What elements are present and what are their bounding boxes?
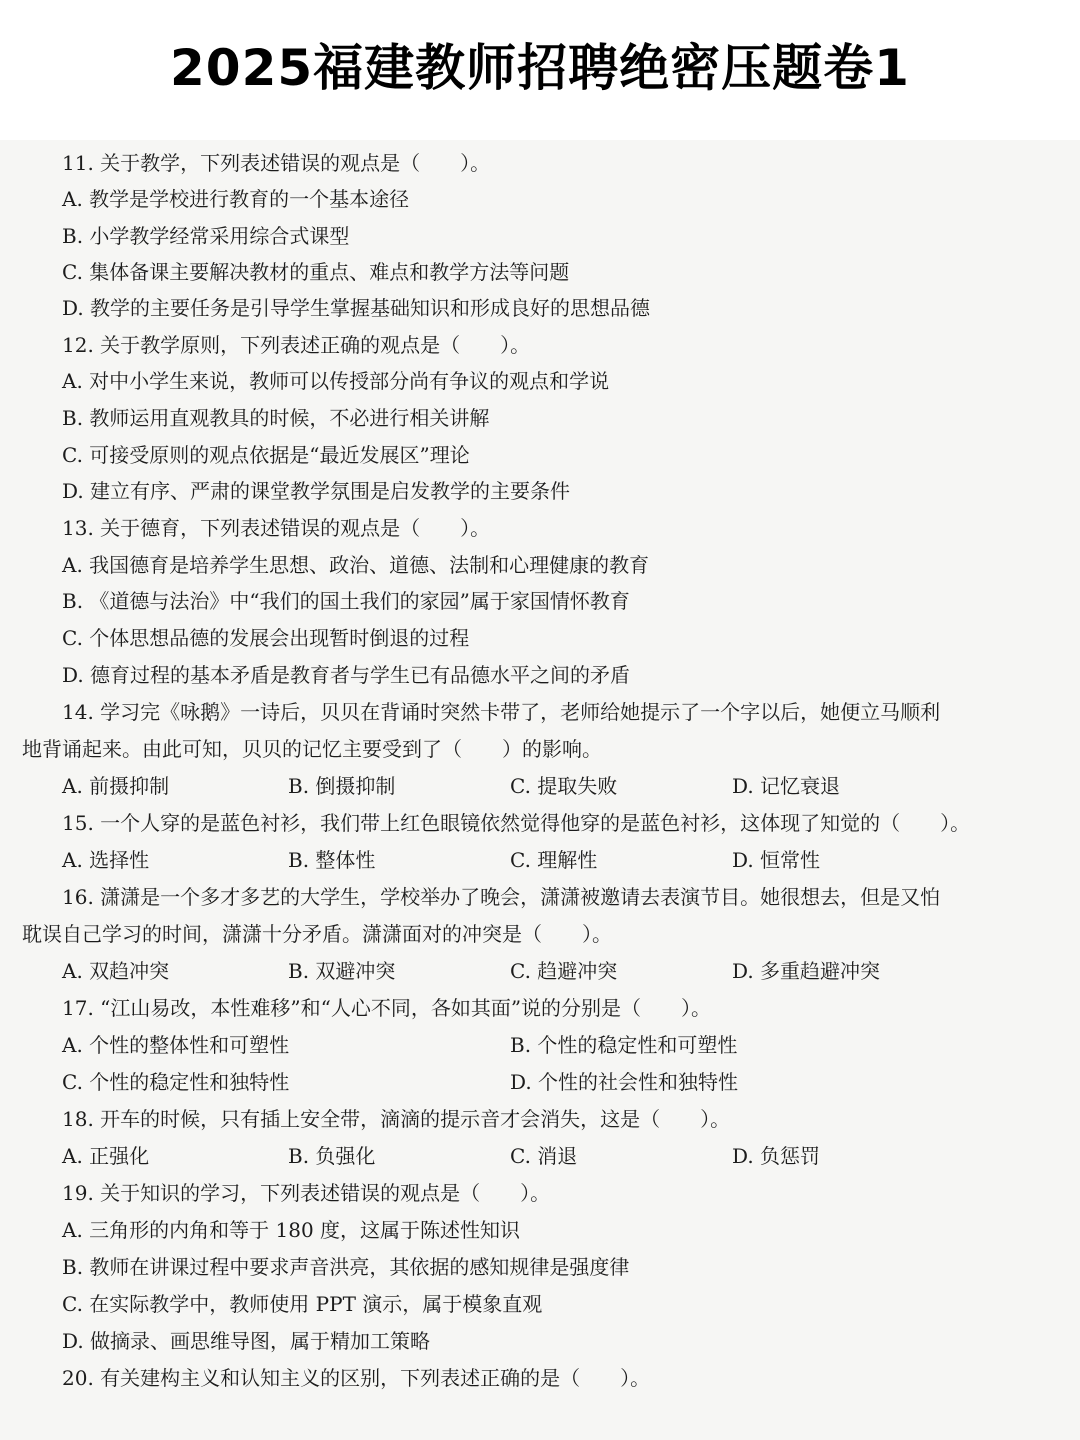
question-15-stem: 15. 一个人穿的是蓝色衬衫，我们带上红色眼镜依然觉得他穿的是蓝色衬衫，这体现了知觉的（ ）。	[62, 811, 971, 835]
question-17-stem: 17. “江山易改，本性难移”和“人心不同，各如其面”说的分别是（ ）。	[62, 996, 712, 1020]
question-14-stem-line2: 地背诵起来。由此可知，贝贝的记忆主要受到了（ ）的影响。	[22, 737, 602, 761]
question-19-option-b: B. 教师在讲课过程中要求声音洪亮，其依据的感知规律是强度律	[62, 1255, 630, 1279]
question-19-option-d: D. 做摘录、画思维导图，属于精加工策略	[62, 1329, 431, 1353]
question-17-option-b: B. 个性的稳定性和可塑性	[510, 1033, 738, 1057]
question-16-option-a: A. 双趋冲突	[62, 959, 170, 983]
question-13-option-d: D. 德育过程的基本矛盾是教育者与学生已有品德水平之间的矛盾	[62, 663, 631, 687]
question-11-option-b: B. 小学教学经常采用综合式课型	[62, 224, 350, 248]
question-19-option-c: C. 在实际教学中，教师使用 PPT 演示，属于模象直观	[62, 1292, 543, 1316]
question-14-option-d: D. 记忆衰退	[732, 774, 841, 798]
question-17-option-d: D. 个性的社会性和独特性	[510, 1070, 739, 1094]
question-18-option-b: B. 负强化	[288, 1144, 376, 1168]
question-18-option-d: D. 负惩罚	[732, 1144, 821, 1168]
question-12-stem: 12. 关于教学原则，下列表述正确的观点是（ ）。	[62, 333, 531, 357]
question-18-option-c: C. 消退	[510, 1144, 578, 1168]
question-16-stem-line2: 耽误自己学习的时间，潇潇十分矛盾。潇潇面对的冲突是（ ）。	[22, 922, 612, 946]
question-12-option-c: C. 可接受原则的观点依据是“最近发展区”理论	[62, 443, 470, 467]
question-14-stem-line1: 14. 学习完《咏鹅》一诗后，贝贝在背诵时突然卡带了，老师给她提示了一个字以后，她便立马顺利	[62, 700, 941, 724]
question-15-option-c: C. 理解性	[510, 848, 598, 872]
question-13-option-c: C. 个体思想品德的发展会出现暂时倒退的过程	[62, 626, 470, 650]
question-13-option-a: A. 我国德育是培养学生思想、政治、道德、法制和心理健康的教育	[62, 553, 650, 577]
question-11-stem: 11. 关于教学，下列表述错误的观点是（ ）。	[62, 151, 491, 175]
question-15-option-b: B. 整体性	[288, 848, 376, 872]
question-13-option-b: B. 《道德与法治》中“我们的国土我们的家园”属于家国情怀教育	[62, 589, 630, 613]
question-15-option-a: A. 选择性	[62, 848, 150, 872]
question-11-option-d: D. 教学的主要任务是引导学生掌握基础知识和形成良好的思想品德	[62, 296, 651, 320]
question-14-option-b: B. 倒摄抑制	[288, 774, 396, 798]
question-16-option-d: D. 多重趋避冲突	[732, 959, 881, 983]
title-band	[0, 0, 1080, 140]
question-14-option-a: A. 前摄抑制	[62, 774, 170, 798]
question-17-option-c: C. 个性的稳定性和独特性	[62, 1070, 290, 1094]
question-19-option-a: A. 三角形的内角和等于 180 度，这属于陈述性知识	[62, 1218, 521, 1242]
question-18-option-a: A. 正强化	[62, 1144, 150, 1168]
question-13-stem: 13. 关于德育，下列表述错误的观点是（ ）。	[62, 516, 491, 540]
question-18-stem: 18. 开车的时候，只有插上安全带，滴滴的提示音才会消失，这是（ ）。	[62, 1107, 731, 1131]
question-20-stem: 20. 有关建构主义和认知主义的区别，下列表述正确的是（ ）。	[62, 1366, 651, 1390]
question-16-stem-line1: 16. 潇潇是一个多才多艺的大学生，学校举办了晚会，潇潇被邀请去表演节目。她很想去，但是又怕	[62, 885, 941, 909]
question-16-option-b: B. 双避冲突	[288, 959, 396, 983]
question-19-stem: 19. 关于知识的学习，下列表述错误的观点是（ ）。	[62, 1181, 551, 1205]
question-16-option-c: C. 趋避冲突	[510, 959, 618, 983]
question-12-option-b: B. 教师运用直观教具的时候，不必进行相关讲解	[62, 406, 490, 430]
question-15-option-d: D. 恒常性	[732, 848, 821, 872]
question-12-option-d: D. 建立有序、严肃的课堂教学氛围是启发教学的主要条件	[62, 479, 571, 503]
question-11-option-a: A. 教学是学校进行教育的一个基本途径	[62, 187, 410, 211]
question-11-option-c: C. 集体备课主要解决教材的重点、难点和教学方法等问题	[62, 260, 570, 284]
exam-paper-scan	[0, 140, 1080, 1440]
question-17-option-a: A. 个性的整体性和可塑性	[62, 1033, 290, 1057]
question-14-option-c: C. 提取失败	[510, 774, 618, 798]
page-title: 2025福建教师招聘绝密压题卷1	[170, 39, 910, 97]
question-12-option-a: A. 对中小学生来说，教师可以传授部分尚有争议的观点和学说	[62, 369, 610, 393]
